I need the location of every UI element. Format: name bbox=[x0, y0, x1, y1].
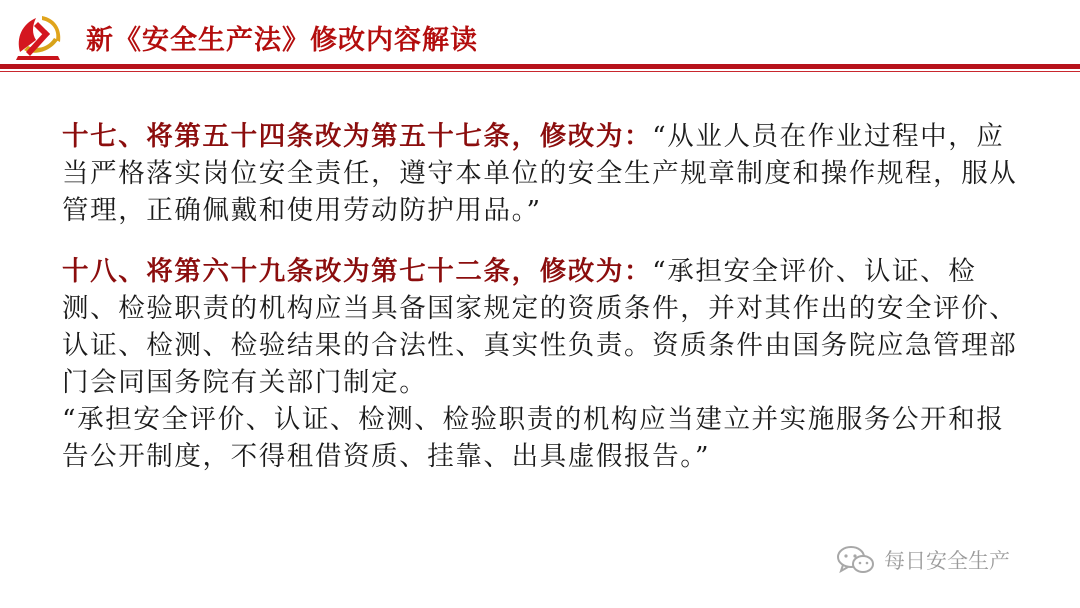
watermark-text: 每日安全生产 bbox=[884, 549, 1010, 573]
amendment-item-18 bbox=[62, 253, 1032, 401]
amendment-heading: 十八、将第六十九条改为第七十二条，修改为： bbox=[62, 256, 653, 287]
amendment-heading: 十七、将第五十四条改为第五十七条，修改为： bbox=[62, 121, 653, 152]
watermark bbox=[836, 544, 1010, 576]
page-title: 新《安全生产法》修改内容解读 bbox=[86, 25, 478, 56]
wechat-icon bbox=[836, 545, 876, 575]
amendment-text: “从业人员在作业过程中，应当严格落实岗位安全责任，遵守本单位的安全生产规章制度和操作规程，服从管理，正确佩戴和使用劳动防护用品。” bbox=[62, 121, 1018, 226]
party-emblem-icon bbox=[14, 12, 66, 62]
slide-header bbox=[0, 0, 1080, 72]
header-divider bbox=[0, 64, 1080, 69]
amendment-item-17 bbox=[62, 118, 1032, 229]
amendment-item-18-extra bbox=[62, 401, 1032, 475]
amendment-text: “承担安全评价、认证、检测、检验职责的机构应当建立并实施服务公开和报告公开制度，不得租借资质、挂靠、出具虚假报告。” bbox=[62, 404, 1005, 472]
slide-content bbox=[62, 118, 1032, 475]
amendment-text: “承担安全评价、认证、检测、检验职责的机构应当具备国家规定的资质条件，并对其作出的安全评价、认证、检测、检验结果的合法性、真实性负责。资质条件由国务院应急管理部门会同国务院有关部门制定。 bbox=[62, 256, 1018, 398]
header-divider-thin bbox=[0, 71, 1080, 72]
